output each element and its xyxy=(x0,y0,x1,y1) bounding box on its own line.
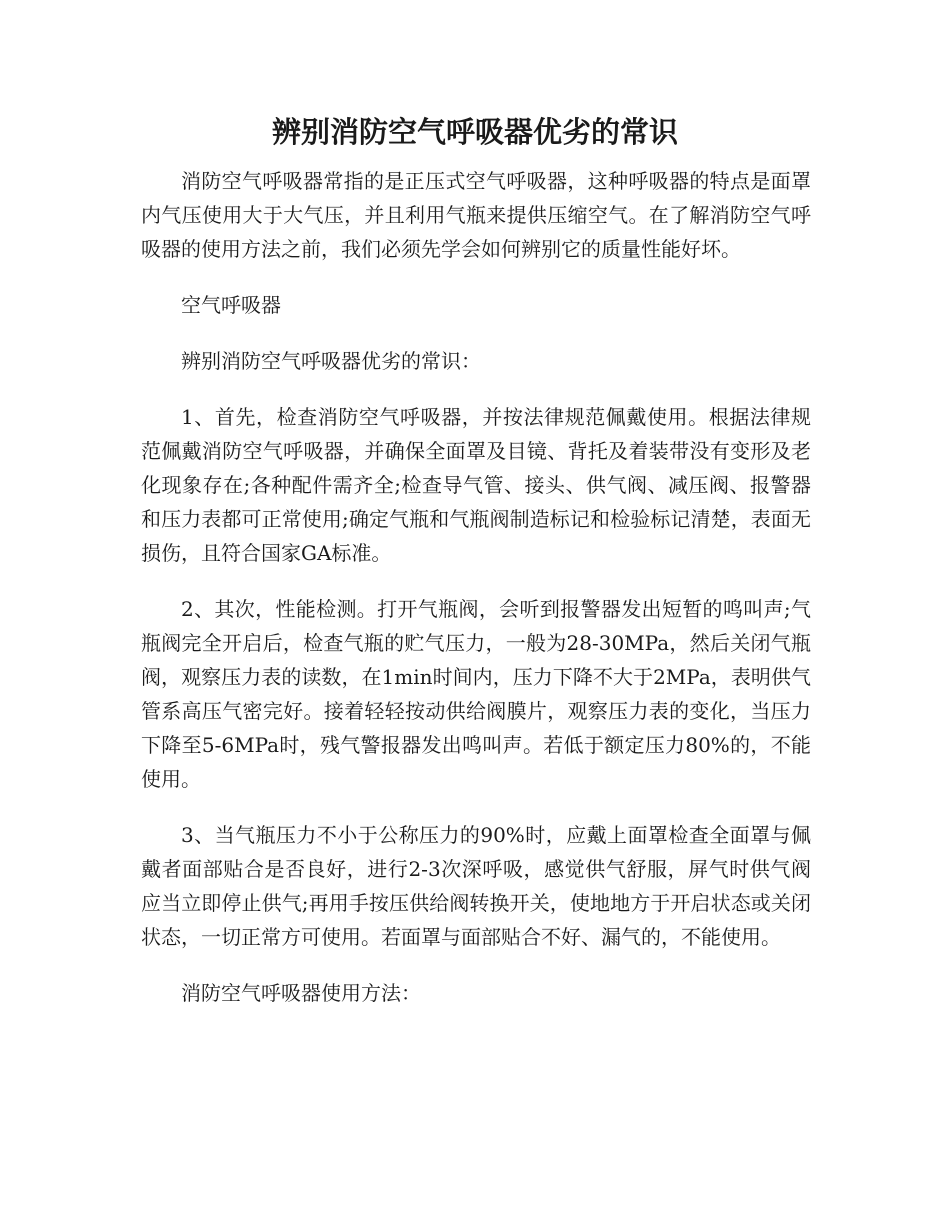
paragraph-heading-usage: 消防空气呼吸器使用方法： xyxy=(181,981,421,1005)
paragraph-intro: 消防空气呼吸器常指的是正压式空气呼吸器，这种呼吸器的特点是面罩内气压使用大于大气压，并且利用气瓶来提供压缩空气。在了解消防空气呼吸器的使用方法之前，我们必须先学会如何辨别它的质量性能好坏。 xyxy=(141,169,811,261)
paragraph-heading-quality-tips: 辨别消防空气呼吸器优劣的常识： xyxy=(181,349,481,373)
document-body xyxy=(141,164,811,1032)
paragraph-step-1: 1、首先，检查消防空气呼吸器，并按法律规范佩戴使用。根据法律规范佩戴消防空气呼吸器，并确保全面罩及目镜、背托及着装带没有变形及老化现象存在;各种配件需齐全;检查导气管、接头、供气阀、减压阀、报警器和压力表都可正常使用;确定气瓶和气瓶阀制造标记和检验标记清楚，表面无损伤，且符合国家GA标准。 xyxy=(141,405,811,565)
paragraph-step-2: 2、其次，性能检测。打开气瓶阀，会听到报警器发出短暂的鸣叫声;气瓶阀完全开启后，检查气瓶的贮气压力，一般为28-30MPa，然后关闭气瓶阀，观察压力表的读数，在1min时间内，压力下降不大于2MPa，表明供气管系高压气密完好。接着轻轻按动供给阀膜片，观察压力表的变化，当压力下降至5-6MPa时，残气警报器发出鸣叫声。若低于额定压力80%的，不能使用。 xyxy=(141,597,811,791)
paragraph-subheading-air-respirator: 空气呼吸器 xyxy=(181,293,281,317)
document-title: 辨别消防空气呼吸器优劣的常识 xyxy=(271,115,678,149)
paragraph-step-3: 3、当气瓶压力不小于公称压力的90%时，应戴上面罩检查全面罩与佩戴者面部贴合是否良好，进行2-3次深呼吸，感觉供气舒服，屏气时供气阀应当立即停止供气;再用手按压供给阀转换开关，使地地方于开启状态或关闭状态，一切正常方可使用。若面罩与面部贴合不好、漏气的，不能使用。 xyxy=(141,823,811,949)
